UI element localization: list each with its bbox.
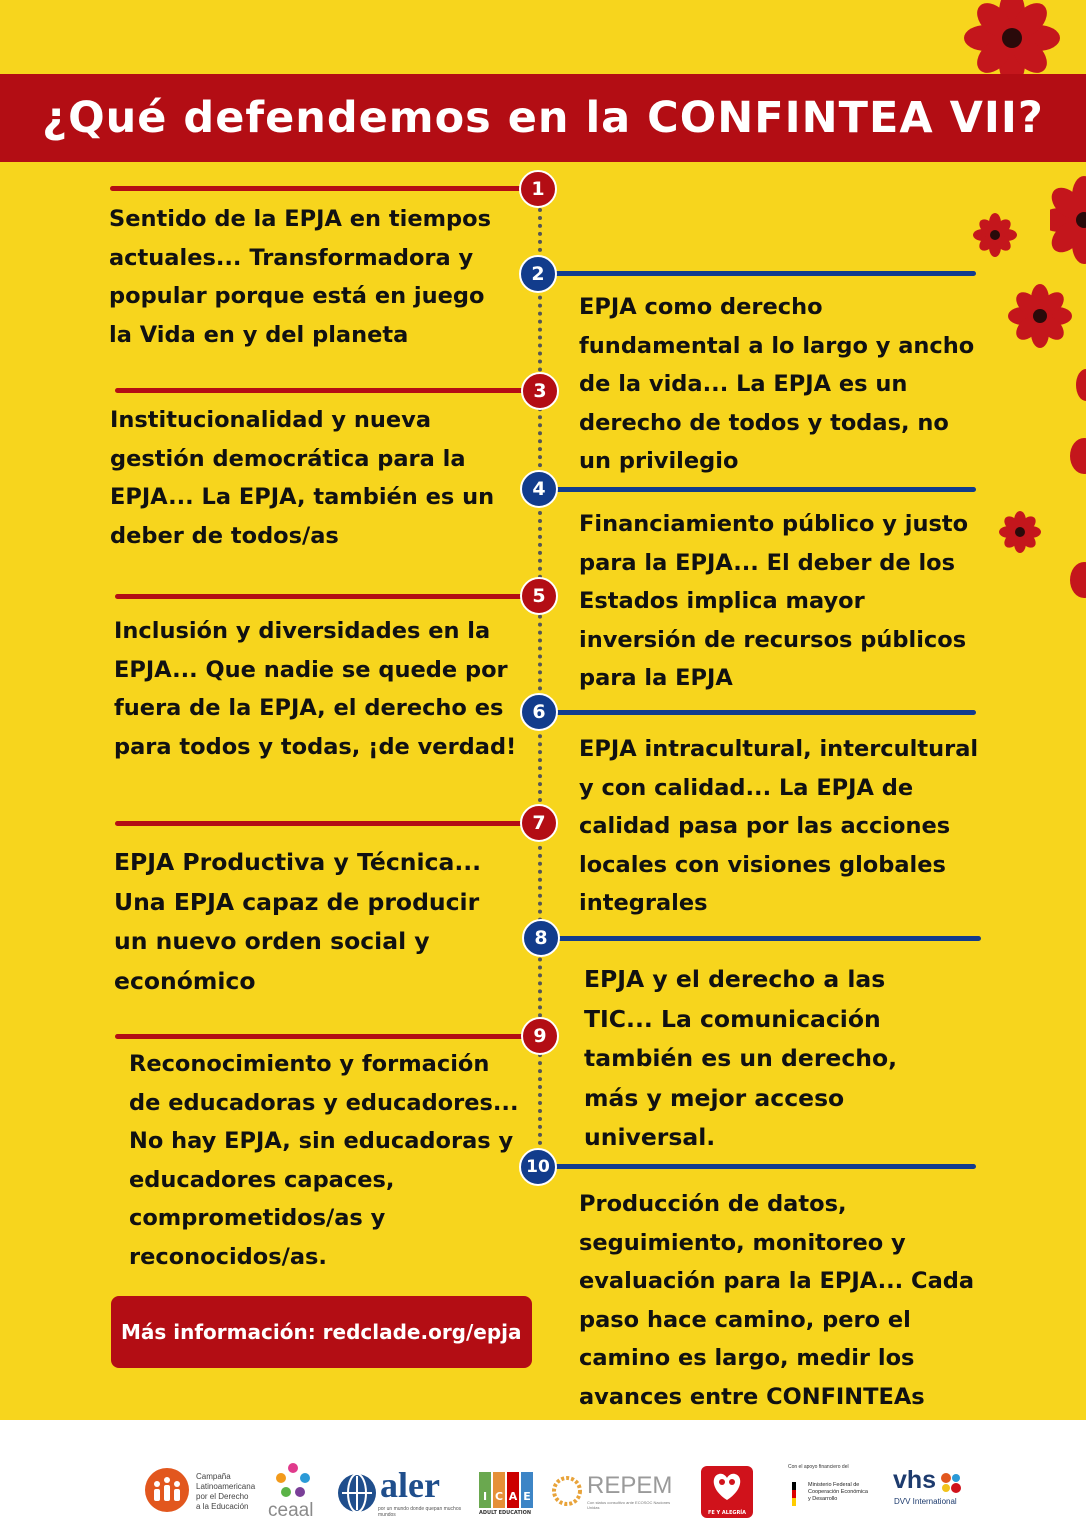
item-5-number: 5 xyxy=(520,577,558,615)
item-2-rule xyxy=(538,271,976,276)
aler-logo-text: aler xyxy=(380,1465,440,1505)
item-5-rule xyxy=(115,594,538,599)
repem-logo-icon xyxy=(552,1476,582,1506)
more-info-link[interactable]: Más información: redclade.org/epja xyxy=(121,1320,522,1344)
ceaal-logo-text: ceaal xyxy=(268,1500,314,1521)
repem-logo-text: REPEM xyxy=(587,1472,673,1499)
page-title: ¿Qué defendemos en la CONFINTEA VII? xyxy=(42,93,1044,143)
bmz-support-text: Con el apoyo financiero del xyxy=(788,1464,849,1470)
flower-decoration xyxy=(1050,170,1086,280)
flower-decoration xyxy=(1058,430,1086,610)
item-3-text: Institucionalidad y nueva gestión democrática para la EPJA... La EPJA, también es un deber de todos/as xyxy=(110,407,495,549)
flower-decoration xyxy=(1066,360,1086,410)
partner-logos-footer xyxy=(0,1420,1086,1536)
fe-y-alegria-logo: FE Y ALEGRÍA xyxy=(701,1466,753,1518)
item-10-number: 10 xyxy=(519,1148,557,1186)
item-4-number: 4 xyxy=(520,470,558,508)
item-3-number: 3 xyxy=(521,372,559,410)
item-1-text: Sentido de la EPJA en tiempos actuales... Transformadora y popular porque está en juego la Vida en y del planeta xyxy=(109,206,491,348)
clade-logo-icon xyxy=(143,1466,191,1514)
aler-logo-icon xyxy=(336,1472,378,1514)
item-7-number: 7 xyxy=(520,804,558,842)
flower-decoration xyxy=(996,508,1044,556)
flower-decoration xyxy=(1004,280,1076,352)
item-7-text: EPJA Productiva y Técnica... Una EPJA capaz de producir un nuevo orden social y económico xyxy=(114,848,482,995)
item-2-text: EPJA como derecho fundamental a lo largo y ancho de la vida... La EPJA es un derecho de todos y todas, no un privilegio xyxy=(579,294,975,474)
aler-tagline: por un mundo donde quepan muchos mundos xyxy=(378,1506,462,1518)
dvv-dots-icon xyxy=(938,1470,964,1496)
item-8-rule xyxy=(540,936,981,941)
bmz-name: Ministerio Federal de Cooperación Económica y Desarrollo xyxy=(808,1482,868,1502)
item-6-text: EPJA intracultural, intercultural y con calidad... La EPJA de calidad pasa por las acciones locales con visiones globales integrales xyxy=(579,736,979,916)
item-3-rule xyxy=(115,388,538,393)
item-8-number: 8 xyxy=(522,919,560,957)
item-10-rule xyxy=(538,1164,976,1169)
item-6-rule xyxy=(538,710,976,715)
item-6-number: 6 xyxy=(520,693,558,731)
item-8-text: EPJA y el derecho a las TIC... La comunicación también es un derecho, más y mejor acceso universal. xyxy=(584,965,898,1151)
item-5-text: Inclusión y diversidades en la EPJA... Que nadie se quede por fuera de la EPJA, el derecho es para todos y todas, ¡de verdad! xyxy=(114,618,517,760)
item-4-rule xyxy=(538,487,976,492)
heart-people-icon xyxy=(701,1466,753,1506)
item-1-rule xyxy=(110,186,538,191)
item-7-rule xyxy=(115,821,538,826)
item-1-number: 1 xyxy=(519,170,557,208)
item-2-number: 2 xyxy=(519,255,557,293)
ceaal-logo-icon xyxy=(270,1460,316,1500)
item-4-text: Financiamiento público y justo para la EPJA... El deber de los Estados implica mayor inversión de recursos públicos para la EPJA xyxy=(579,511,969,691)
dvv-logo-text: vhs xyxy=(893,1466,937,1494)
german-flag-icon xyxy=(792,1482,796,1506)
dvv-caption: DVV International xyxy=(894,1497,957,1506)
item-10-text: Producción de datos, seguimiento, monitoreo y evaluación para la EPJA... Cada paso hace camino, pero el camino es largo, medir los avances entre CONFINTEAs xyxy=(579,1191,975,1410)
item-9-text: Reconocimiento y formación de educadoras y educadores... No hay EPJA, sin educadoras y educadores capaces, comprometidos/as y reconocidos/as. xyxy=(129,1051,519,1270)
repem-tagline: Con status consultivo ante ECOSOC Naciones Unidas xyxy=(587,1500,671,1510)
clade-logo-text: Campaña Latinoamericana por el Derecho a la Educación xyxy=(196,1472,256,1511)
more-info-box xyxy=(111,1296,532,1368)
item-9-number: 9 xyxy=(521,1017,559,1055)
flower-decoration xyxy=(970,210,1020,260)
icae-logo: I C A E ADULT EDUCATION xyxy=(479,1472,535,1518)
item-9-rule xyxy=(115,1034,538,1039)
